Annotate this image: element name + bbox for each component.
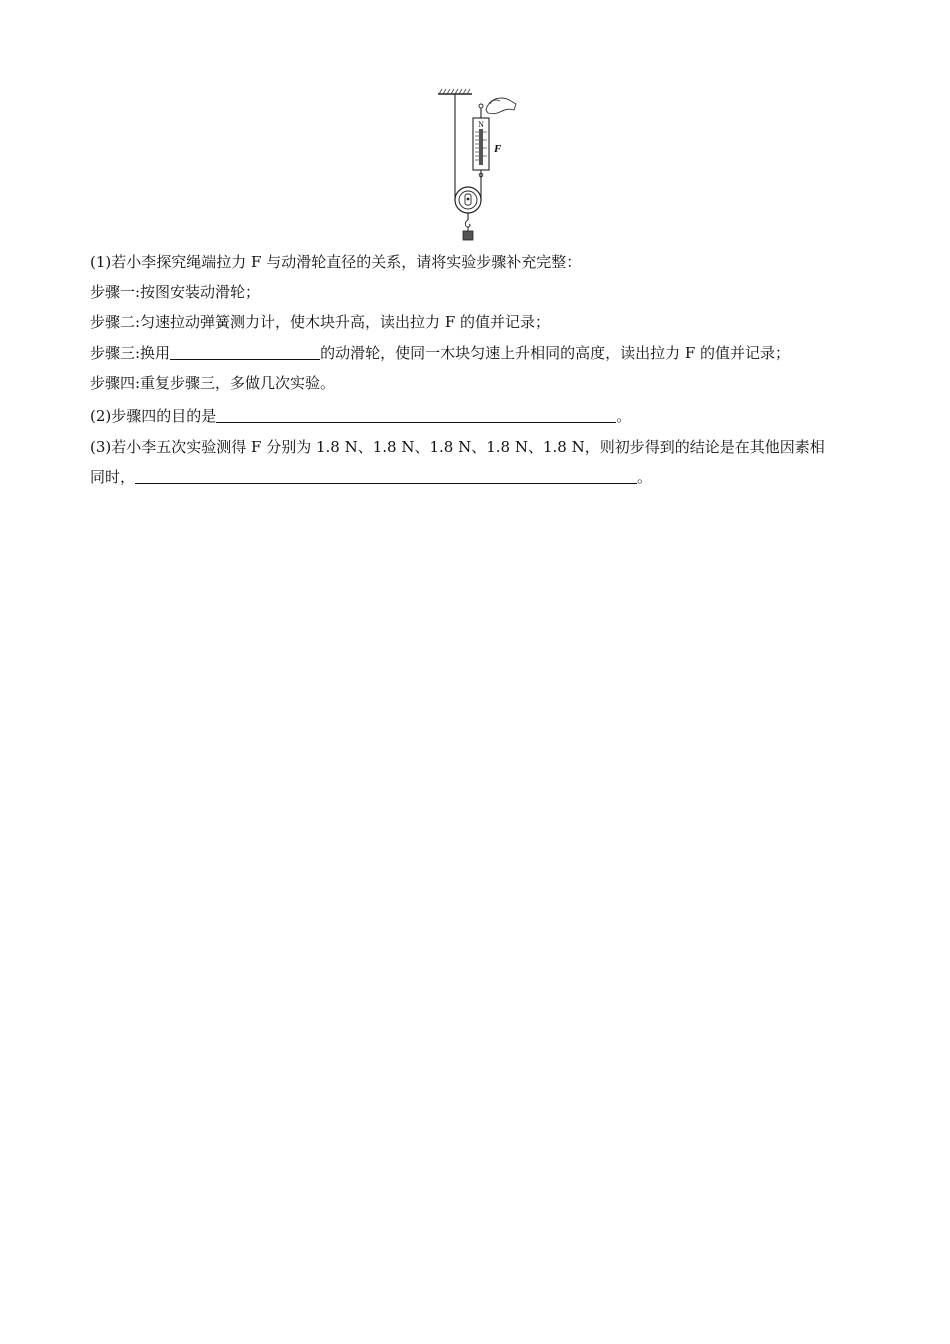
question-part-3: (3)若小李五次实验测得 F 分别为 1.8 N、1.8 N、1.8 N、1.8 N、1.8 N，则初步得到的结论是在其他因素相 [90, 438, 825, 456]
pulley-diagram [428, 86, 522, 244]
ceiling-hatch [439, 89, 470, 94]
question-part-1: (1)若小李探究绳端拉力 F 与动滑轮直径的关系，请将实验步骤补充完整： [90, 253, 582, 271]
force-label: F [494, 143, 502, 155]
scale-unit-label: N [478, 120, 484, 129]
step-3-answer-blank[interactable] [170, 343, 320, 360]
part-3-prefix: 同时， [90, 468, 136, 486]
part-3-answer-blank[interactable] [135, 467, 637, 484]
wooden-block [463, 231, 473, 240]
step-4: 步骤四:重复步骤三，多做几次实验。 [90, 374, 336, 392]
part-3-suffix: 。 [637, 468, 653, 486]
question-part-2 [90, 406, 631, 426]
question-part-3-line-2 [90, 467, 652, 487]
step-1: 步骤一:按图安装动滑轮； [90, 283, 261, 301]
step-3-suffix: 的动滑轮，使同一木块匀速上升相同的高度，读出拉力 F 的值并记录； [320, 344, 791, 362]
hand-icon [486, 98, 516, 114]
step-3-prefix: 步骤三:换用 [90, 344, 171, 362]
scale-track [479, 129, 483, 165]
part-2-prefix: (2)步骤四的目的是 [90, 407, 217, 425]
part-2-answer-blank[interactable] [216, 406, 616, 423]
step-3 [90, 343, 790, 363]
step-2: 步骤二:匀速拉动弹簧测力计，使木块升高，读出拉力 F 的值并记录； [90, 313, 551, 331]
part-2-suffix: 。 [616, 407, 632, 425]
